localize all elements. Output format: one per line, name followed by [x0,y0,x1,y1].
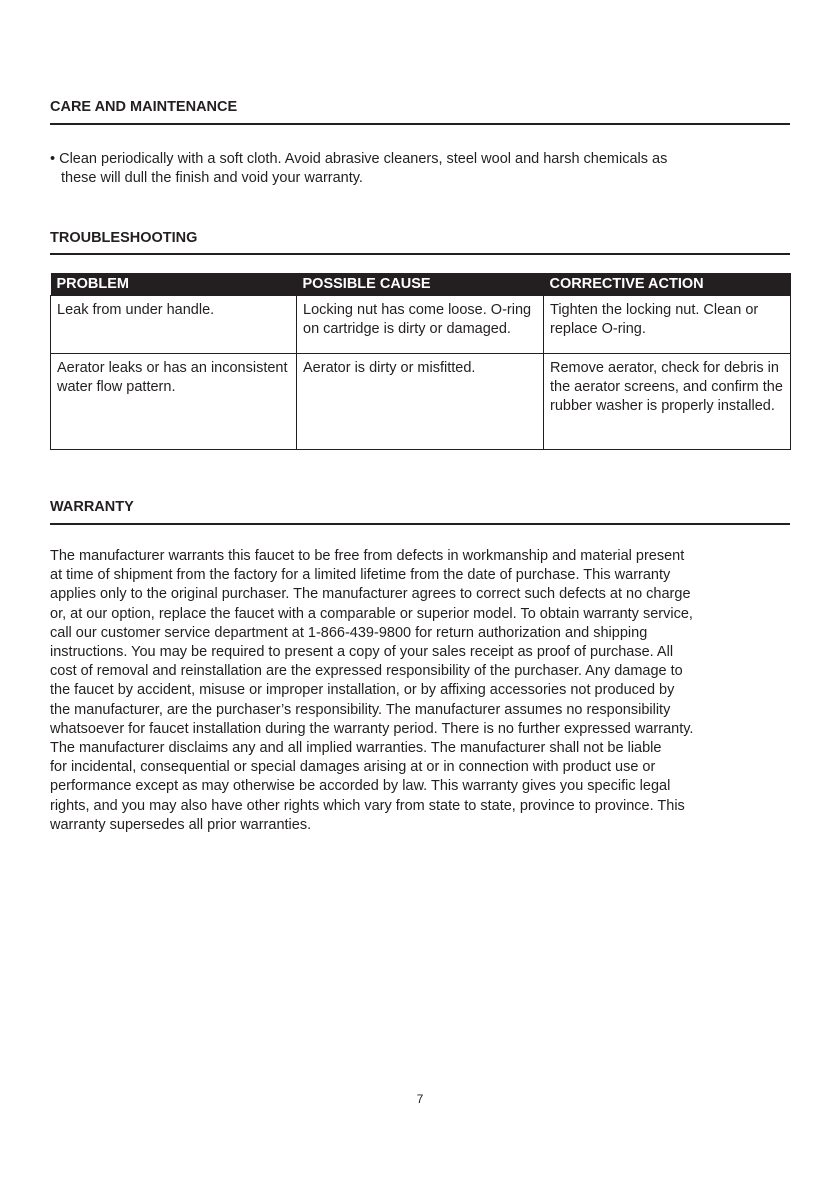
problem-cell: Aerator leaks or has an inconsistent water flow pattern. [51,354,297,450]
column-header-possible-cause: POSSIBLE CAUSE [297,273,544,296]
troubleshooting-table [50,273,791,450]
care-line-2: these will dull the finish and void your warranty. [61,170,363,186]
warranty-line: rights, and you may also have other rights which vary from state to state, province to province. This [50,797,685,814]
warranty-line: instructions. You may be required to present a copy of your sales receipt as proof of purchase. All [50,644,674,661]
warranty-heading: WARRANTY [50,499,134,515]
warranty-line: the manufacturer, are the purchaser’s responsibility. The manufacturer assumes no responsibility [50,701,671,718]
warranty-line: call our customer service department at 1-866-439-9800 for return authorization and shipping [50,624,648,641]
warranty-line: applies only to the original purchaser. The manufacturer agrees to correct such defects at no charge [50,586,691,603]
warranty-line: or, at our option, replace the faucet with a comparable or superior model. To obtain warranty service, [50,605,693,622]
table-row [51,296,791,354]
warranty-line: whatsoever for faucet installation during the warranty period. There is no further expressed warranty. [50,720,694,737]
warranty-heading-rule [50,523,790,525]
table-header-row [51,273,791,296]
warranty-line: The manufacturer warrants this faucet to be free from defects in workmanship and material present [50,548,685,564]
troubleshooting-heading: TROUBLESHOOTING [50,230,198,246]
troubleshooting-heading-rule [50,253,790,255]
column-header-corrective-action: CORRECTIVE ACTION [544,273,791,296]
table-row [51,354,791,450]
cause-cell: Locking nut has come loose. O-ring on cartridge is dirty or damaged. [297,296,544,354]
column-header-problem: PROBLEM [51,273,297,296]
bullet-glyph: • [50,151,56,167]
warranty-text [50,547,790,835]
warranty-line: cost of removal and reinstallation are the expressed responsibility of the purchaser. Any damage to [50,663,683,680]
care-instruction [50,150,780,188]
care-heading-rule [50,123,790,125]
care-line-1: Clean periodically with a soft cloth. Avoid abrasive cleaners, steel wool and harsh chemicals as [59,151,668,167]
warranty-line: for incidental, consequential or special damages arising at or in connection with product use or [50,759,656,776]
warranty-line: at time of shipment from the factory for a limited lifetime from the date of purchase. This warranty [50,567,671,584]
cause-cell: Aerator is dirty or misfitted. [297,354,544,450]
problem-cell: Leak from under handle. [51,296,297,354]
page-number: 7 [416,1092,424,1106]
warranty-line: the faucet by accident, misuse or improper installation, or by affixing accessories not produced by [50,682,675,699]
care-maintenance-heading: CARE AND MAINTENANCE [50,99,238,115]
warranty-line: warranty supersedes all prior warranties. [50,816,312,833]
warranty-line: performance except as may otherwise be accorded by law. This warranty gives you specific legal [50,778,671,795]
action-cell: Remove aerator, check for debris in the aerator screens, and confirm the rubber washer is properly installed. [544,354,791,450]
warranty-line: The manufacturer disclaims any and all implied warranties. The manufacturer shall not be liable [50,740,662,757]
action-cell: Tighten the locking nut. Clean or replace O-ring. [544,296,791,354]
